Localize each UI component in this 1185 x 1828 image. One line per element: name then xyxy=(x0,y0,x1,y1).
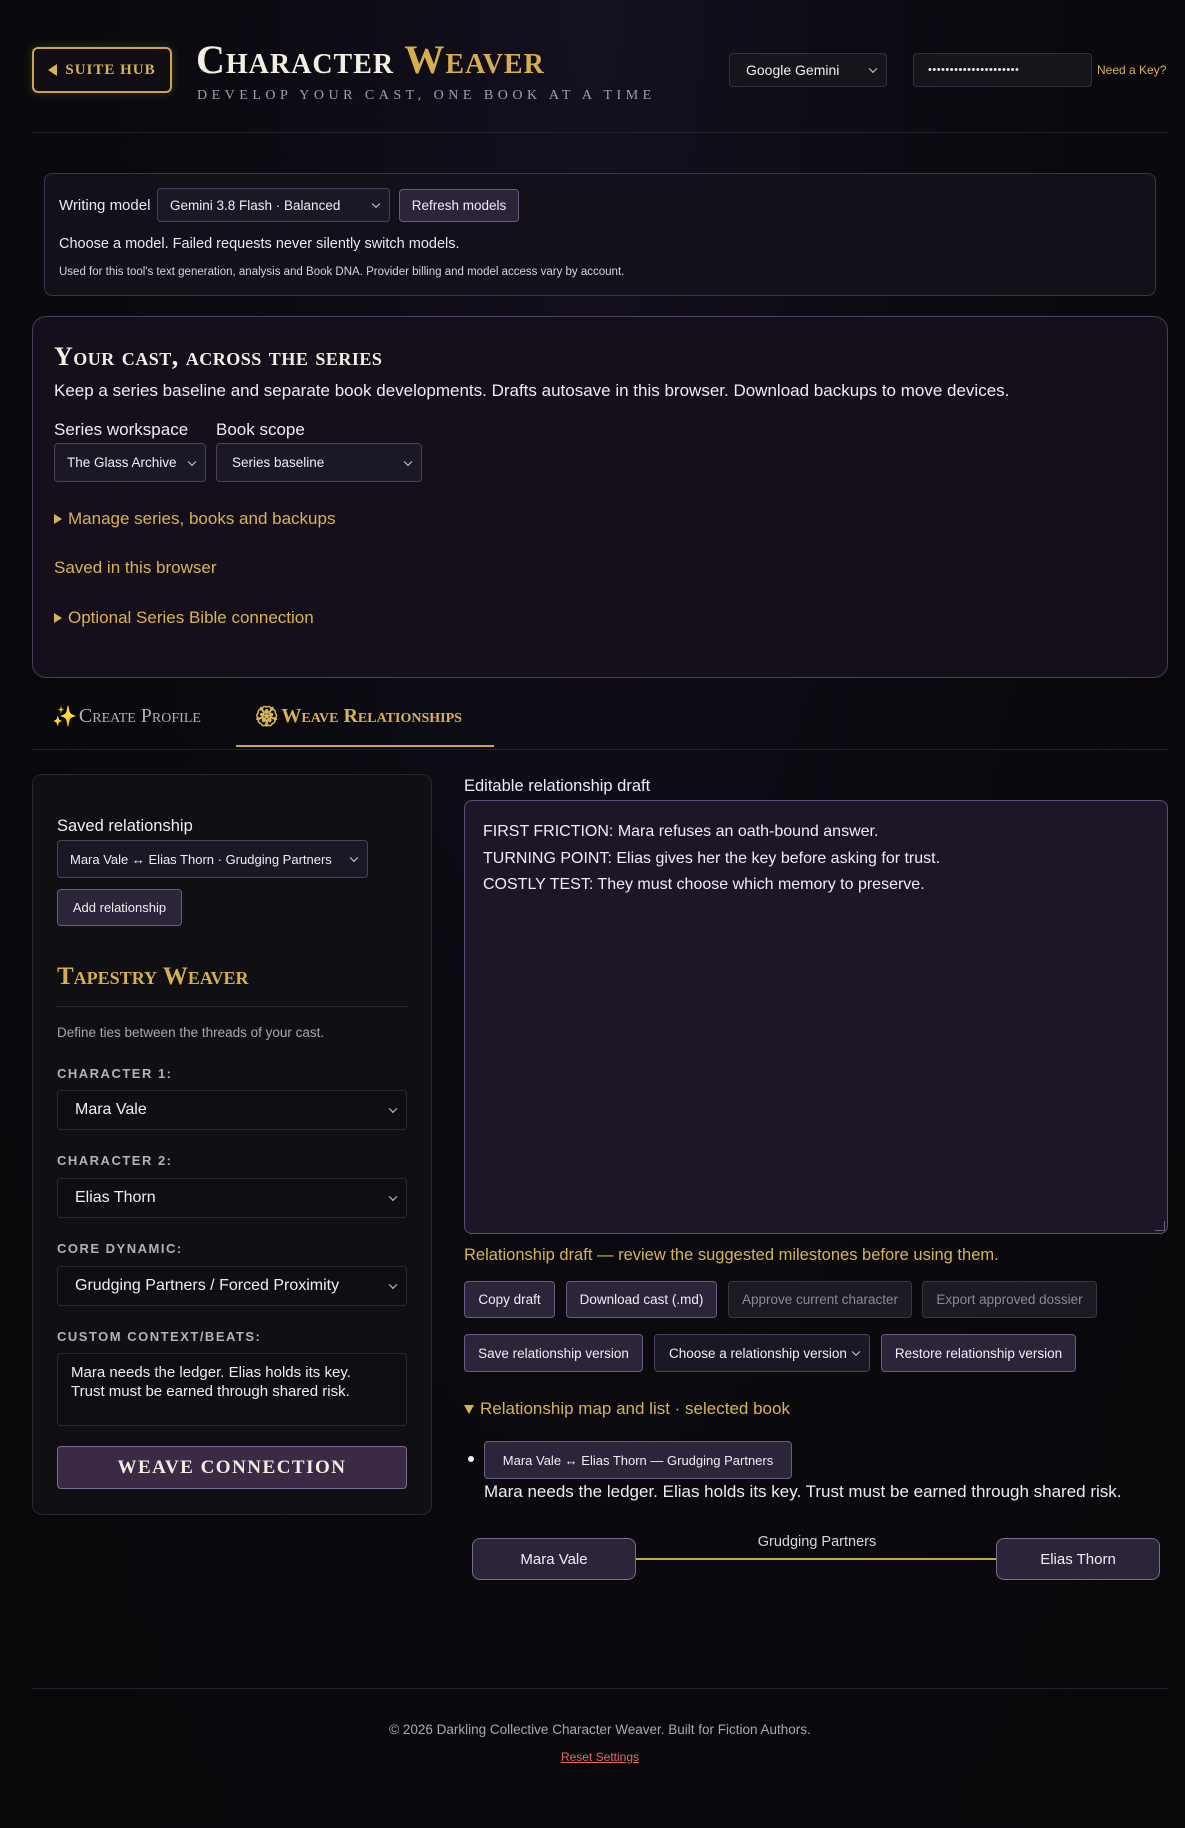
tab-weave-relationships[interactable]: 🏵 Weave Relationships xyxy=(254,705,462,728)
chevron-down-icon xyxy=(372,200,380,208)
draft-status: Relationship draft — review the suggested milestones before using them. xyxy=(464,1246,999,1264)
tabs-divider xyxy=(32,749,1168,750)
approve-character-button[interactable]: Approve current character xyxy=(728,1281,912,1318)
saved-relationship-label: Saved relationship xyxy=(57,817,193,835)
book-scope-select[interactable]: Series baseline xyxy=(216,443,422,482)
cast-description: Keep a series baseline and separate book developments. Drafts autosave in this browser. Download backups to move devices. xyxy=(54,381,1010,400)
custom-context-textarea[interactable]: Mara needs the ledger. Elias holds its key. Trust must be earned through shared risk. xyxy=(57,1353,407,1426)
tab-create-profile[interactable]: ✨ Create Profile xyxy=(52,705,201,728)
disclosure-triangle-icon xyxy=(54,514,62,524)
provider-select[interactable]: Google Gemini xyxy=(729,53,887,87)
core-dynamic-select[interactable]: Grudging Partners / Forced Proximity xyxy=(57,1266,407,1306)
draft-line: FIRST FRICTION: Mara refuses an oath-bound answer. xyxy=(483,823,879,840)
sparkles-icon: ✨ xyxy=(52,706,77,728)
series-workspace-select[interactable]: The Glass Archive xyxy=(54,443,206,482)
app-subtitle: DEVELOP YOUR CAST, ONE BOOK AT A TIME xyxy=(197,88,656,103)
chevron-down-icon xyxy=(389,1105,397,1113)
copy-draft-button[interactable]: Copy draft xyxy=(464,1281,555,1318)
chevron-down-icon xyxy=(389,1281,397,1289)
back-arrow-icon xyxy=(48,64,57,76)
model-fine-print: Used for this tool's text generation, analysis and Book DNA. Provider billing and model access vary by account. xyxy=(59,266,625,278)
draft-line: TURNING POINT: Elias gives her the key before asking for trust. xyxy=(483,849,941,867)
add-relationship-button[interactable]: Add relationship xyxy=(57,889,182,926)
saved-status: Saved in this browser xyxy=(54,558,217,577)
manage-series-toggle[interactable]: Manage series, books and backups xyxy=(54,509,335,529)
chevron-down-icon xyxy=(350,854,358,862)
chevron-down-icon xyxy=(852,1348,860,1356)
chevron-down-icon xyxy=(404,457,412,465)
model-note: Choose a model. Failed requests never silently switch models. xyxy=(59,236,460,252)
relationship-version-select[interactable]: Choose a relationship version xyxy=(654,1334,870,1372)
relationship-draft-textarea[interactable] xyxy=(464,800,1168,1234)
character-2-label: CHARACTER 2: xyxy=(57,1153,173,1168)
header-divider xyxy=(32,132,1168,133)
core-dynamic-label: CORE DYNAMIC: xyxy=(57,1241,183,1256)
weave-connection-button[interactable]: WEAVE CONNECTION xyxy=(57,1446,407,1489)
save-relationship-version-button[interactable]: Save relationship version xyxy=(464,1334,643,1372)
suite-hub-button[interactable] xyxy=(32,47,172,93)
draft-line: COSTLY TEST: They must choose which memory to preserve. xyxy=(483,876,925,893)
draft-label: Editable relationship draft xyxy=(464,777,651,795)
export-dossier-button[interactable]: Export approved dossier xyxy=(922,1281,1097,1318)
weaver-description: Define ties between the threads of your cast. xyxy=(57,1025,325,1040)
series-bible-toggle[interactable]: Optional Series Bible connection xyxy=(54,608,314,628)
character-2-select[interactable]: Elias Thorn xyxy=(57,1178,407,1218)
map-node-left[interactable]: Mara Vale xyxy=(472,1538,636,1580)
weaver-divider xyxy=(57,1006,407,1007)
download-cast-button[interactable]: Download cast (.md) xyxy=(566,1281,717,1318)
disclosure-triangle-icon xyxy=(54,613,62,623)
cast-title: Your cast, across the series xyxy=(54,342,383,371)
relationship-edge xyxy=(636,1558,998,1560)
tapestry-weaver-title: Tapestry Weaver xyxy=(57,963,249,990)
footer-divider xyxy=(32,1688,1168,1689)
api-key-input[interactable]: ••••••••••••••••••••• xyxy=(913,53,1092,87)
app-title: Character Weaver xyxy=(196,37,545,82)
writing-model-label: Writing model xyxy=(59,197,151,214)
restore-relationship-version-button[interactable]: Restore relationship version xyxy=(881,1334,1076,1372)
need-key-link[interactable]: Need a Key? xyxy=(1097,63,1167,77)
series-workspace-label: Series workspace xyxy=(54,420,189,439)
refresh-models-button[interactable]: Refresh models xyxy=(399,189,519,222)
footer-reset-wrap xyxy=(0,1748,1185,1766)
book-scope-label: Book scope xyxy=(216,420,305,439)
list-bullet xyxy=(468,1456,474,1462)
relationship-map-toggle[interactable]: Relationship map and list · selected book xyxy=(464,1399,790,1419)
rosette-icon: 🏵 xyxy=(254,706,280,728)
writing-model-select[interactable]: Gemini 3.8 Flash · Balanced xyxy=(157,188,390,222)
suite-hub-label: SUITE HUB xyxy=(65,61,156,78)
footer-copyright: © 2026 Darkling Collective Character Weaver. Built for Fiction Authors. xyxy=(389,1722,811,1737)
disclosure-triangle-icon xyxy=(464,1405,474,1414)
relationship-list-item[interactable]: Mara Vale ↔ Elias Thorn — Grudging Partners xyxy=(484,1441,792,1479)
chevron-down-icon xyxy=(869,65,877,73)
character-1-label: CHARACTER 1: xyxy=(57,1066,173,1081)
reset-settings-link[interactable]: Reset Settings xyxy=(560,1750,640,1764)
map-node-right[interactable]: Elias Thorn xyxy=(996,1538,1160,1580)
relationship-edge-label: Grudging Partners xyxy=(757,1534,877,1550)
chevron-down-icon xyxy=(188,457,196,465)
relationship-list-description: Mara needs the ledger. Elias holds its key. Trust must be earned through shared risk. xyxy=(484,1482,1122,1501)
saved-relationship-select[interactable]: Mara Vale ↔ Elias Thorn · Grudging Partners xyxy=(57,840,368,878)
resize-handle-icon[interactable] xyxy=(1155,1221,1165,1231)
chevron-down-icon xyxy=(389,1193,397,1201)
active-tab-indicator xyxy=(236,745,494,747)
custom-context-label: CUSTOM CONTEXT/BEATS: xyxy=(57,1329,262,1344)
character-1-select[interactable]: Mara Vale xyxy=(57,1090,407,1130)
